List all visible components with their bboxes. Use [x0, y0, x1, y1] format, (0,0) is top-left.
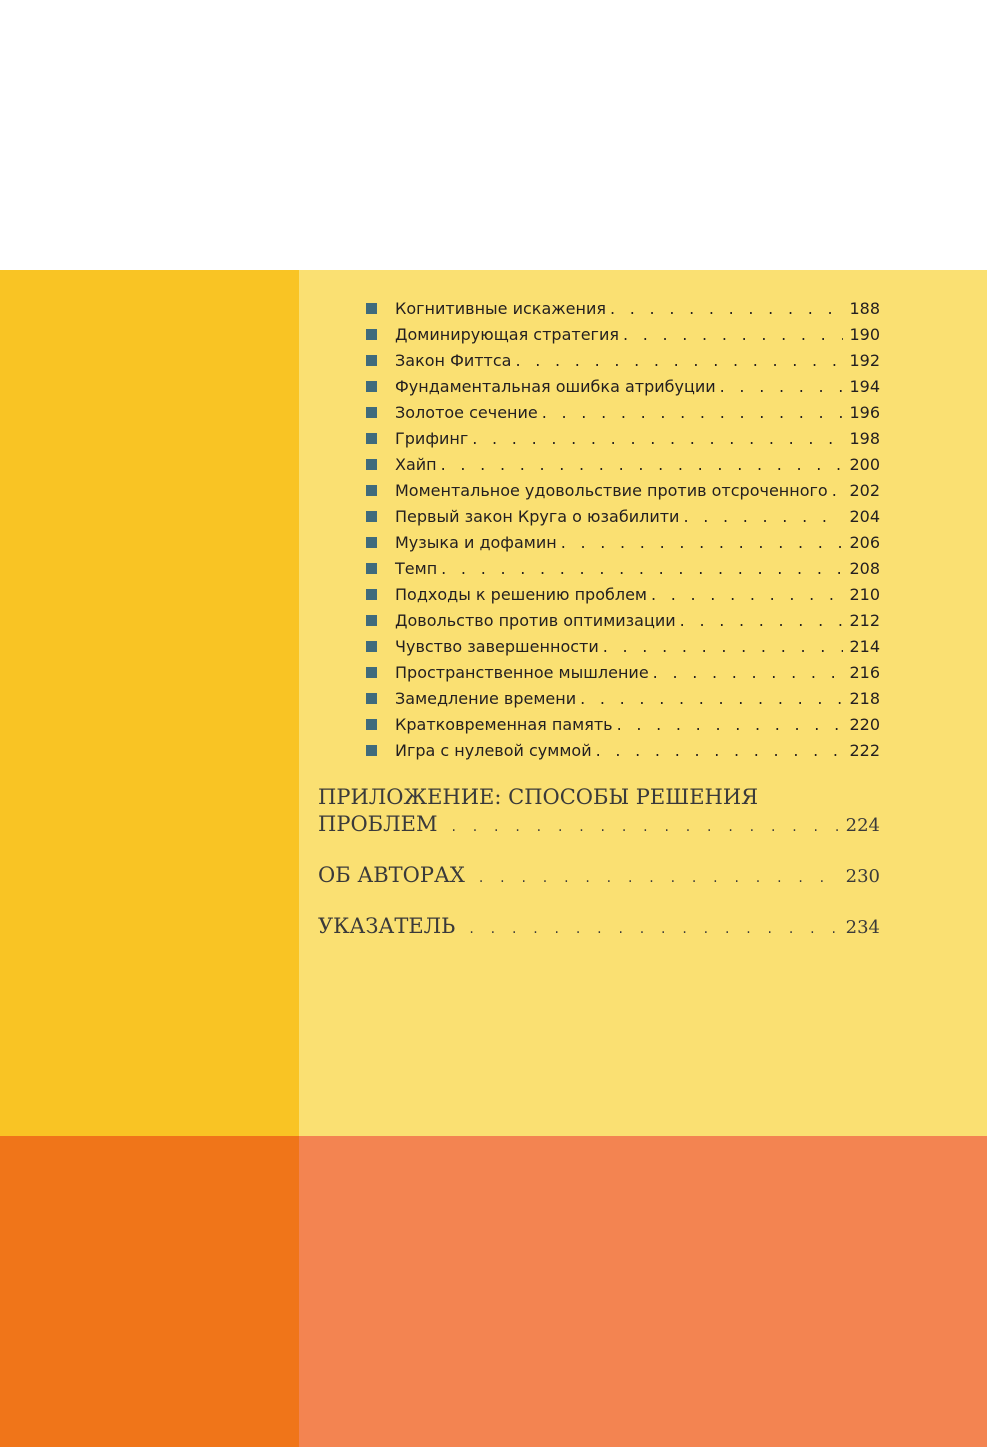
- dot-leader: [676, 608, 844, 634]
- toc-entry-page: 188: [849, 299, 880, 318]
- left-yellow-band: [0, 270, 299, 1136]
- toc-entry-title: Подходы к решению проблем: [395, 585, 647, 604]
- dot-leader: [647, 582, 843, 608]
- toc-entry-title: Игра с нулевой суммой: [395, 741, 592, 760]
- toc-entry[interactable]: [366, 556, 880, 582]
- toc-entry-title: Чувство завершенности: [395, 637, 599, 656]
- toc-entry[interactable]: [366, 582, 880, 608]
- dot-leader: [455, 916, 839, 943]
- bullet-square-icon: [366, 667, 377, 678]
- toc-entry-title: Замедление времени: [395, 689, 577, 708]
- bullet-square-icon: [366, 563, 377, 574]
- dot-leader: [613, 712, 844, 738]
- bullet-square-icon: [366, 381, 377, 392]
- bullet-square-icon: [366, 485, 377, 496]
- toc-entry-page: 200: [849, 455, 880, 474]
- toc-entry-page: 208: [849, 559, 880, 578]
- dot-leader: [828, 478, 844, 504]
- dot-leader: [468, 426, 843, 452]
- section-title-line: [318, 784, 880, 811]
- toc-entry-page: 194: [849, 377, 880, 396]
- toc-entry[interactable]: [366, 452, 880, 478]
- section-title: УКАЗАТЕЛЬ: [318, 914, 456, 938]
- toc-entry-title: Закон Фиттса: [395, 351, 512, 370]
- toc-entry-title: Пространственное мышление: [395, 663, 649, 682]
- dot-leader: [592, 738, 844, 764]
- bullet-square-icon: [366, 537, 377, 548]
- toc-entry-page: 202: [849, 481, 880, 500]
- toc-section-index[interactable]: [318, 913, 880, 943]
- toc-section-appendix[interactable]: [318, 784, 880, 841]
- bullet-square-icon: [366, 433, 377, 444]
- bullet-square-icon: [366, 329, 377, 340]
- section-page: 230: [845, 866, 880, 887]
- toc-entry-title: Моментальное удовольствие против отсроченного: [395, 481, 828, 500]
- section-title-line: [318, 913, 880, 943]
- toc-entry-title: Кратковременная память: [395, 715, 613, 734]
- toc-entry-page: 204: [849, 507, 880, 526]
- toc-entry-page: 196: [849, 403, 880, 422]
- dot-leader: [538, 400, 844, 426]
- bullet-square-icon: [366, 459, 377, 470]
- left-orange-band: [0, 1136, 299, 1447]
- dot-leader: [437, 556, 843, 582]
- toc-entry-title: Темп: [395, 559, 438, 578]
- toc-section-authors[interactable]: [318, 862, 880, 892]
- toc-entry-page: 220: [849, 715, 880, 734]
- toc-entry[interactable]: [366, 738, 880, 764]
- toc-entry[interactable]: [366, 478, 880, 504]
- toc-entry-title: Доминирующая стратегия: [395, 325, 619, 344]
- dot-leader: [606, 296, 843, 322]
- toc-entry-title: Когнитивные искажения: [395, 299, 606, 318]
- dot-leader: [576, 686, 843, 712]
- bullet-square-icon: [366, 355, 377, 366]
- toc-entry-title: Первый закон Круга о юзабилити: [395, 507, 680, 526]
- toc-entry[interactable]: [366, 296, 880, 322]
- bullet-square-icon: [366, 615, 377, 626]
- dot-leader: [619, 322, 843, 348]
- section-title: ОБ АВТОРАХ: [318, 863, 465, 887]
- section-title-line: [318, 862, 880, 892]
- toc-entry-page: 214: [849, 637, 880, 656]
- section-title: ПРИЛОЖЕНИЕ: СПОСОБЫ РЕШЕНИЯ: [318, 785, 759, 809]
- toc-list: [366, 296, 880, 764]
- toc-entry-page: 190: [849, 325, 880, 344]
- section-title-continued: ПРОБЛЕМ: [318, 812, 438, 836]
- toc-entry-page: 212: [849, 611, 880, 630]
- bullet-square-icon: [366, 641, 377, 652]
- toc-entry[interactable]: [366, 400, 880, 426]
- toc-entry[interactable]: [366, 660, 880, 686]
- toc-entry-title: Хайп: [395, 455, 437, 474]
- dot-leader: [599, 634, 844, 660]
- dot-leader: [557, 530, 844, 556]
- bullet-square-icon: [366, 303, 377, 314]
- dot-leader: [465, 865, 840, 892]
- toc-entry-title: Золотое сечение: [395, 403, 538, 422]
- toc-entry[interactable]: [366, 426, 880, 452]
- toc-entry-title: Музыка и дофамин: [395, 533, 557, 552]
- toc-entry-title: Фундаментальная ошибка атрибуции: [395, 377, 716, 396]
- toc-entry-page: 206: [849, 533, 880, 552]
- section-page: 234: [845, 917, 880, 938]
- toc-entry[interactable]: [366, 322, 880, 348]
- bullet-square-icon: [366, 407, 377, 418]
- bullet-square-icon: [366, 693, 377, 704]
- toc-entry[interactable]: [366, 634, 880, 660]
- dot-leader: [679, 504, 843, 530]
- dot-leader: [649, 660, 844, 686]
- toc-entry-title: Довольство против оптимизации: [395, 611, 676, 630]
- toc-entry[interactable]: [366, 504, 880, 530]
- toc-entry-page: 222: [849, 741, 880, 760]
- bullet-square-icon: [366, 719, 377, 730]
- right-orange-panel: [299, 1136, 987, 1447]
- dot-leader: [437, 814, 839, 841]
- toc-entry-page: 216: [849, 663, 880, 682]
- toc-entry-page: 210: [849, 585, 880, 604]
- toc-entry[interactable]: [366, 530, 880, 556]
- bullet-square-icon: [366, 511, 377, 522]
- bullet-square-icon: [366, 589, 377, 600]
- toc-entry[interactable]: [366, 712, 880, 738]
- toc-entry[interactable]: [366, 348, 880, 374]
- dot-leader: [716, 374, 844, 400]
- dot-leader: [437, 452, 844, 478]
- toc-entry-page: 192: [849, 351, 880, 370]
- toc-entry[interactable]: [366, 686, 880, 712]
- toc-entry-title: Грифинг: [395, 429, 469, 448]
- toc-entry-page: 218: [849, 689, 880, 708]
- toc-entry-page: 198: [849, 429, 880, 448]
- bullet-square-icon: [366, 745, 377, 756]
- section-page: 224: [845, 815, 880, 836]
- dot-leader: [511, 348, 843, 374]
- toc-entry[interactable]: [366, 374, 880, 400]
- toc-entry[interactable]: [366, 608, 880, 634]
- section-title-line: [318, 811, 880, 841]
